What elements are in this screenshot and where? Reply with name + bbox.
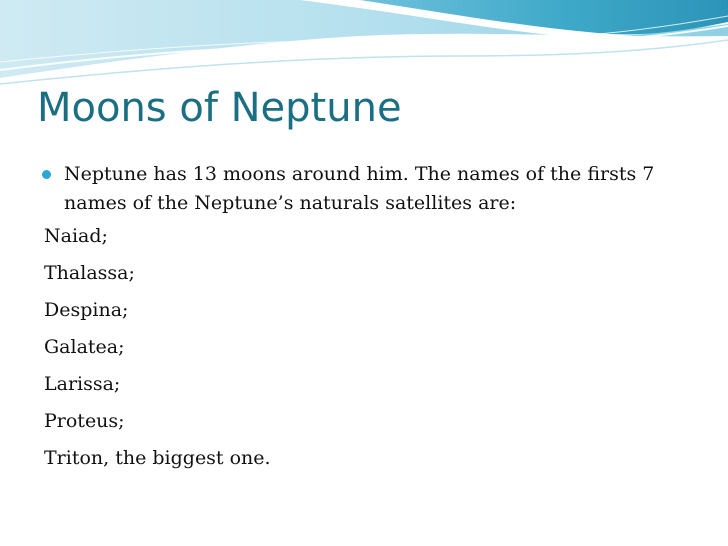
moon-list [44,218,704,477]
slide-title: Moons of Neptune [37,85,402,131]
moon-item-naiad: Naiad; [44,225,108,247]
header-wave-decoration [0,0,728,90]
moon-item-thalassa: Thalassa; [44,262,135,284]
bullet-item [44,160,704,218]
bullet-text: Neptune has 13 moons around him. The names of the firsts 7 names of the Neptune’s naturals satellites are: [64,163,655,214]
moon-item-despina: Despina; [44,299,129,321]
bullet-dot-icon [42,170,51,179]
slide-body [44,160,704,477]
moon-item-galatea: Galatea; [44,336,125,358]
moon-item-larissa: Larissa; [44,373,121,395]
moon-item-triton: Triton, the biggest one. [44,447,271,469]
moon-item-proteus: Proteus; [44,410,125,432]
